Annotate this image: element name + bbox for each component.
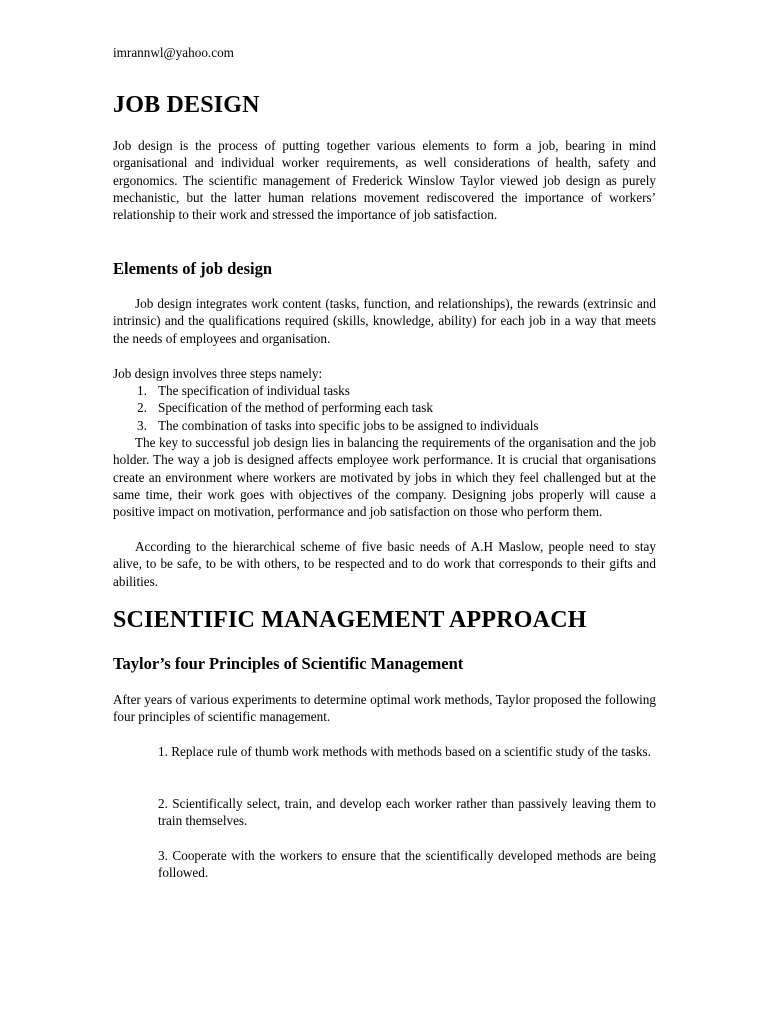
section-title-job-design: JOB DESIGN	[113, 92, 260, 118]
key-paragraph: The key to successful job design lies in balancing the requirements of the organisation and the job holder. The way a job is designed affects employee work performance. It is crucial that organisations create an environment where workers are motivated by jobs in which they feel challenged but at the same time, their work goes with objectives of the company. Designing jobs properly will cause a positive impact on motivation, performance and job satisfaction on those who perform them.	[113, 435, 656, 520]
principle-item: 2. Scientifically select, train, and develop each worker rather than passively leaving them to train themselves.	[158, 796, 656, 829]
steps-list	[113, 382, 656, 434]
principle-item: 3. Cooperate with the workers to ensure that the scientifically developed methods are being followed.	[158, 848, 656, 881]
list-item-text: Specification of the method of performing each task	[158, 400, 434, 416]
steps-intro: Job design involves three steps namely:	[113, 366, 323, 381]
list-item-number: 2.	[137, 400, 147, 416]
list-item-text: The specification of individual tasks	[158, 383, 350, 398]
list-item	[113, 417, 656, 434]
principle-item: 1. Replace rule of thumb work methods with methods based on a scientific study of the tasks.	[158, 744, 651, 759]
section-title-scientific-management: SCIENTIFIC MANAGEMENT APPROACH	[113, 607, 587, 633]
author-email: imrannwl@yahoo.com	[113, 45, 234, 60]
taylor-intro-paragraph: After years of various experiments to determine optimal work methods, Taylor proposed the following four principles of scientific management.	[113, 692, 656, 725]
subheading-taylor-principles: Taylor’s four Principles of Scientific Management	[113, 654, 464, 673]
intro-paragraph: Job design is the process of putting together various elements to form a job, bearing in mind organisational and individual worker requirements, as well considerations of health, safety and ergonomics. The scientific management of Frederick Winslow Taylor viewed job design as purely mechanistic, but the latter human relations movement rediscovered the importance of workers’ relationship to their work and stressed the importance of job satisfaction.	[113, 138, 656, 223]
maslow-paragraph: According to the hierarchical scheme of five basic needs of A.H Maslow, people need to stay alive, to be safe, to be with others, to be respected and to do work that corresponds to their gifts and abilities.	[113, 539, 656, 589]
list-item-number: 1.	[137, 383, 147, 398]
elements-paragraph: Job design integrates work content (tasks, function, and relationships), the rewards (extrinsic and intrinsic) and the qualifications required (skills, knowledge, ability) for each job in a way that meets the needs of employees and organisation.	[113, 296, 656, 346]
list-item-number: 3.	[137, 417, 147, 433]
list-item	[113, 382, 656, 399]
list-item-text: The combination of tasks into specific jobs to be assigned to individuals	[158, 417, 539, 433]
subheading-elements: Elements of job design	[113, 259, 273, 278]
list-item	[113, 399, 656, 416]
